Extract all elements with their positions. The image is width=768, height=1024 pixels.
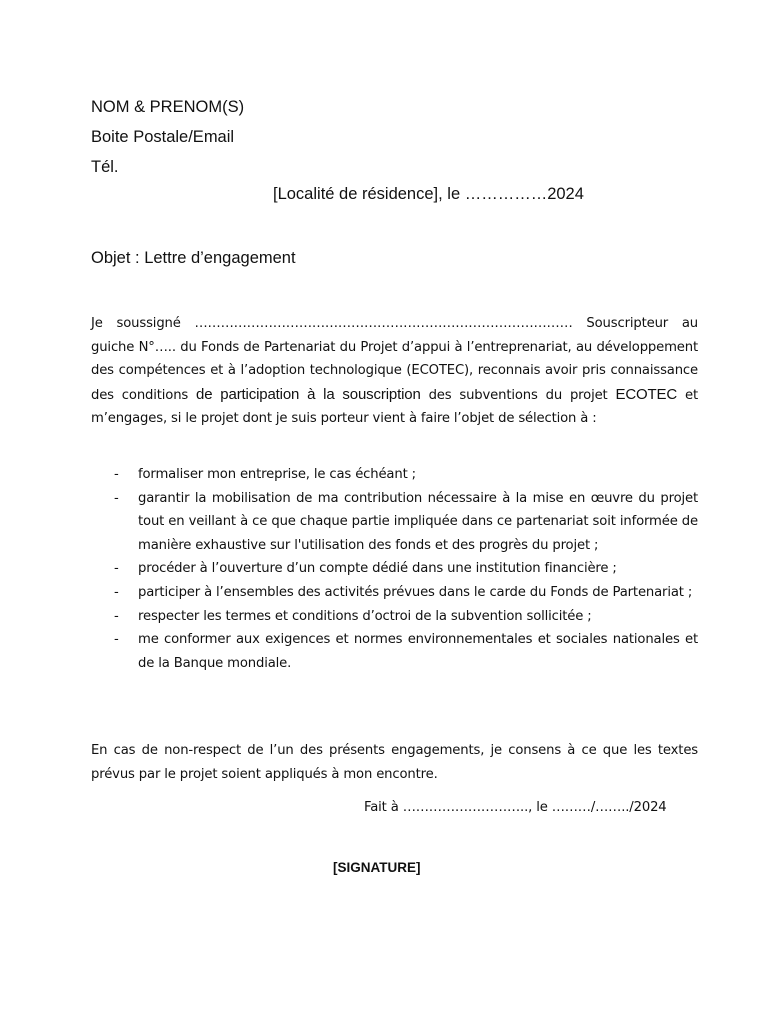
sender-name-label: NOM & PRENOM(S)	[91, 98, 245, 116]
intro-text-5: et m’engages, si le projet dont je suis porteur vient à faire l’objet de sélection à :	[91, 387, 698, 427]
list-item-text: me conformer aux exigences et normes environnementales et sociales nationales et de la Banque mondiale.	[138, 632, 698, 671]
list-item	[91, 557, 698, 581]
list-item-text: procéder à l’ouverture d’un compte dédié dans une institution financière ;	[138, 561, 617, 577]
list-item	[91, 605, 698, 629]
intro-text-1: Je soussigné …………………………………………………………………………… Souscripteur au guiche N°….. du Fonds de Partenariat du Projet d’appui à l’entreprenariat, au développement des compétences et à l’adoption technologique (ECOTEC), reconnais avoir pris connaissance des conditions	[91, 316, 698, 403]
list-item-text: garantir la mobilisation de ma contribution nécessaire à la mise en œuvre du projet tout en veillant à ce que chaque partie impliquée dans ce partenariat soit informée de manière exhaustive sur l'utilisation des fonds et des progrès du projet ;	[138, 490, 698, 553]
list-item-text: respecter les termes et conditions d’octroi de la subvention sollicitée ;	[138, 608, 592, 624]
intro-text-2: de participation à la souscription	[196, 385, 421, 403]
list-item-text: participer à l’ensembles des activités prévues dans le carde du Fonds de Partenariat ;	[138, 584, 693, 600]
letter-subject: Objet : Lettre d’engagement	[91, 249, 296, 267]
sender-phone-label: Tél.	[91, 158, 119, 176]
intro-text-3: des subventions du projet	[420, 387, 616, 403]
signature-placeholder: [SIGNATURE]	[333, 860, 421, 875]
bullet-dash: -	[114, 608, 119, 624]
list-item	[91, 628, 698, 675]
bullet-dash: -	[114, 561, 119, 577]
place-date-line: [Localité de résidence], le ……………2024	[273, 185, 584, 203]
bullet-dash: -	[114, 490, 119, 506]
bullet-dash: -	[114, 467, 119, 482]
fait-a-line: Fait à ……………………….., le ………/……../2024	[364, 800, 667, 815]
list-item	[91, 581, 698, 605]
bullet-dash: -	[114, 584, 119, 600]
sender-address-label: Boite Postale/Email	[91, 128, 235, 146]
bullet-dash: -	[114, 632, 119, 648]
list-item	[91, 463, 698, 487]
intro-project-name: ECOTEC	[615, 385, 678, 403]
closing-paragraph: En cas de non-respect de l’un des présents engagements, je consens à ce que les textes prévus par le projet soient appliqués à mon encontre.	[91, 743, 698, 782]
list-item-text: formaliser mon entreprise, le cas échéant ;	[138, 467, 416, 482]
intro-paragraph	[91, 312, 698, 431]
list-item	[91, 487, 698, 558]
commitments-list	[91, 463, 698, 675]
